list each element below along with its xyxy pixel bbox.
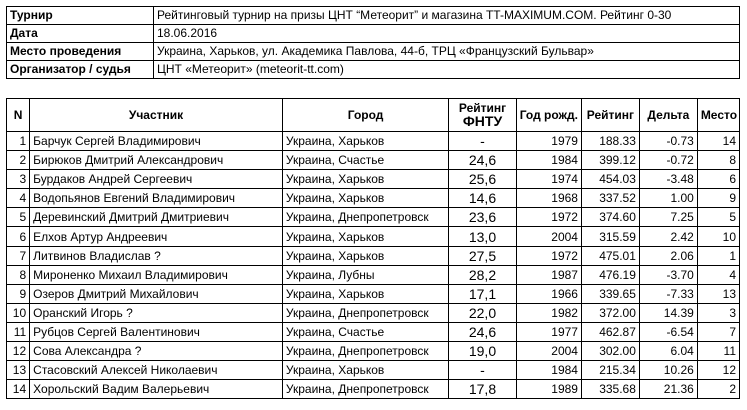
cell-rating: 335.68 bbox=[581, 380, 639, 399]
cell-fntu-rating: 22,0 bbox=[449, 303, 516, 322]
header-fntu-rating bbox=[449, 99, 516, 132]
cell-number: 3 bbox=[7, 170, 30, 189]
cell-rating: 337.52 bbox=[581, 189, 639, 208]
cell-participant: Барчук Сергей Владимирович bbox=[30, 132, 283, 151]
cell-delta: 7.25 bbox=[639, 208, 697, 227]
cell-participant: Водопьянов Евгений Владимирович bbox=[30, 189, 283, 208]
table-row bbox=[7, 246, 740, 265]
cell-rating: 374.60 bbox=[581, 208, 639, 227]
cell-birth-year: 1972 bbox=[516, 208, 581, 227]
cell-rating: 475.01 bbox=[581, 246, 639, 265]
cell-rating: 215.34 bbox=[581, 361, 639, 380]
cell-participant: Мироненко Михаил Владимирович bbox=[30, 265, 283, 284]
cell-number: 4 bbox=[7, 189, 30, 208]
cell-participant: Оранский Игорь ? bbox=[30, 303, 283, 322]
header-participant: Участник bbox=[30, 99, 283, 132]
cell-participant: Елхов Артур Андреевич bbox=[30, 227, 283, 246]
cell-participant: Литвинов Владислав ? bbox=[30, 246, 283, 265]
cell-birth-year: 2004 bbox=[516, 227, 581, 246]
cell-delta: -0.72 bbox=[639, 151, 697, 170]
cell-participant: Бурдаков Андрей Сергеевич bbox=[30, 170, 283, 189]
results-table bbox=[6, 98, 740, 399]
cell-fntu-rating: 24,6 bbox=[449, 322, 516, 341]
results-header-row bbox=[7, 99, 740, 132]
cell-birth-year: 1984 bbox=[516, 151, 581, 170]
cell-fntu-rating: 27,5 bbox=[449, 246, 516, 265]
cell-city: Украина, Харьков bbox=[282, 189, 448, 208]
cell-delta: 21.36 bbox=[639, 380, 697, 399]
info-value-tournament: Рейтинговый турнир на призы ЦНТ “Метеорит” и магазина TT-MAXIMUM.COM. Рейтинг 0-30 bbox=[154, 7, 740, 25]
cell-delta: 14.39 bbox=[639, 303, 697, 322]
table-row bbox=[7, 342, 740, 361]
cell-participant: Деревинский Дмитрий Дмитриевич bbox=[30, 208, 283, 227]
cell-birth-year: 2004 bbox=[516, 342, 581, 361]
info-row-tournament bbox=[7, 7, 740, 25]
cell-place: 5 bbox=[697, 208, 739, 227]
info-row-date bbox=[7, 25, 740, 43]
info-label-venue: Место проведения bbox=[7, 43, 154, 61]
cell-fntu-rating: 13,0 bbox=[449, 227, 516, 246]
cell-participant: Рубцов Сергей Валентинович bbox=[30, 322, 283, 341]
table-row bbox=[7, 132, 740, 151]
cell-place: 6 bbox=[697, 170, 739, 189]
info-value-date: 18.06.2016 bbox=[154, 25, 740, 43]
cell-fntu-rating: 24,6 bbox=[449, 151, 516, 170]
cell-rating: 188.33 bbox=[581, 132, 639, 151]
table-row bbox=[7, 361, 740, 380]
cell-city: Украина, Днепропетровск bbox=[282, 342, 448, 361]
header-fntu-line2: ФНТУ bbox=[462, 112, 503, 129]
cell-number: 12 bbox=[7, 342, 30, 361]
info-row-organizer bbox=[7, 61, 740, 79]
cell-delta: 2.06 bbox=[639, 246, 697, 265]
cell-delta: 2.42 bbox=[639, 227, 697, 246]
table-row bbox=[7, 303, 740, 322]
cell-place: 12 bbox=[697, 361, 739, 380]
cell-city: Украина, Харьков bbox=[282, 361, 448, 380]
cell-city: Украина, Счастье bbox=[282, 322, 448, 341]
cell-fntu-rating: 19,0 bbox=[449, 342, 516, 361]
cell-place: 4 bbox=[697, 265, 739, 284]
cell-fntu-rating: 17,1 bbox=[449, 284, 516, 303]
info-label-date: Дата bbox=[7, 25, 154, 43]
table-row bbox=[7, 208, 740, 227]
cell-participant: Бирюков Дмитрий Александрович bbox=[30, 151, 283, 170]
cell-city: Украина, Днепропетровск bbox=[282, 303, 448, 322]
header-birth-year: Год рожд. bbox=[516, 99, 581, 132]
table-row bbox=[7, 284, 740, 303]
cell-birth-year: 1968 bbox=[516, 189, 581, 208]
cell-city: Украина, Харьков bbox=[282, 227, 448, 246]
cell-delta: 1.00 bbox=[639, 189, 697, 208]
info-row-venue bbox=[7, 43, 740, 61]
cell-place: 8 bbox=[697, 151, 739, 170]
cell-rating: 315.59 bbox=[581, 227, 639, 246]
cell-fntu-rating: 28,2 bbox=[449, 265, 516, 284]
cell-place: 11 bbox=[697, 342, 739, 361]
cell-place: 13 bbox=[697, 284, 739, 303]
cell-participant: Стасовский Алексей Николаевич bbox=[30, 361, 283, 380]
cell-fntu-rating: - bbox=[449, 361, 516, 380]
info-label-organizer: Организатор / судья bbox=[7, 61, 154, 79]
cell-city: Украина, Днепропетровск bbox=[282, 380, 448, 399]
info-label-tournament: Турнир bbox=[7, 7, 154, 25]
cell-place: 3 bbox=[697, 303, 739, 322]
cell-birth-year: 1977 bbox=[516, 322, 581, 341]
cell-city: Украина, Лубны bbox=[282, 265, 448, 284]
cell-city: Украина, Харьков bbox=[282, 284, 448, 303]
cell-rating: 339.65 bbox=[581, 284, 639, 303]
cell-birth-year: 1972 bbox=[516, 246, 581, 265]
cell-delta: -7.33 bbox=[639, 284, 697, 303]
cell-delta: -3.48 bbox=[639, 170, 697, 189]
cell-birth-year: 1987 bbox=[516, 265, 581, 284]
cell-participant: Хорольский Вадим Валерьевич bbox=[30, 380, 283, 399]
table-row bbox=[7, 151, 740, 170]
cell-birth-year: 1984 bbox=[516, 361, 581, 380]
cell-number: 1 bbox=[7, 132, 30, 151]
table-row bbox=[7, 380, 740, 399]
cell-rating: 399.12 bbox=[581, 151, 639, 170]
cell-birth-year: 1966 bbox=[516, 284, 581, 303]
cell-place: 7 bbox=[697, 322, 739, 341]
info-value-venue: Украина, Харьков, ул. Академика Павлова, 44-б, ТРЦ «Французский Бульвар» bbox=[154, 43, 740, 61]
table-row bbox=[7, 322, 740, 341]
cell-place: 1 bbox=[697, 246, 739, 265]
header-delta: Дельта bbox=[639, 99, 697, 132]
header-rating: Рейтинг bbox=[581, 99, 639, 132]
cell-place: 10 bbox=[697, 227, 739, 246]
cell-number: 2 bbox=[7, 151, 30, 170]
header-place: Место bbox=[697, 99, 739, 132]
cell-delta: 10.26 bbox=[639, 361, 697, 380]
cell-participant: Сова Александра ? bbox=[30, 342, 283, 361]
cell-fntu-rating: 25,6 bbox=[449, 170, 516, 189]
cell-number: 10 bbox=[7, 303, 30, 322]
cell-birth-year: 1989 bbox=[516, 380, 581, 399]
table-row bbox=[7, 170, 740, 189]
cell-city: Украина, Харьков bbox=[282, 132, 448, 151]
cell-place: 14 bbox=[697, 132, 739, 151]
cell-city: Украина, Счастье bbox=[282, 151, 448, 170]
table-row bbox=[7, 265, 740, 284]
cell-rating: 454.03 bbox=[581, 170, 639, 189]
info-value-organizer: ЦНТ «Метеорит» (meteorit-tt.com) bbox=[154, 61, 740, 79]
header-number: N bbox=[7, 99, 30, 132]
cell-fntu-rating: 17,8 bbox=[449, 380, 516, 399]
cell-delta: 6.04 bbox=[639, 342, 697, 361]
cell-city: Украина, Днепропетровск bbox=[282, 208, 448, 227]
cell-number: 8 bbox=[7, 265, 30, 284]
table-row bbox=[7, 227, 740, 246]
cell-place: 2 bbox=[697, 380, 739, 399]
cell-fntu-rating: 14,6 bbox=[449, 189, 516, 208]
cell-delta: -6.54 bbox=[639, 322, 697, 341]
cell-fntu-rating: 23,6 bbox=[449, 208, 516, 227]
cell-birth-year: 1974 bbox=[516, 170, 581, 189]
header-fntu-line1: Рейтинг bbox=[458, 100, 507, 115]
cell-rating: 476.19 bbox=[581, 265, 639, 284]
tournament-info-table bbox=[6, 6, 740, 79]
cell-city: Украина, Харьков bbox=[282, 246, 448, 265]
cell-rating: 302.00 bbox=[581, 342, 639, 361]
cell-place: 9 bbox=[697, 189, 739, 208]
cell-participant: Озеров Дмитрий Михайлович bbox=[30, 284, 283, 303]
cell-city: Украина, Харьков bbox=[282, 170, 448, 189]
cell-number: 11 bbox=[7, 322, 30, 341]
cell-fntu-rating: - bbox=[449, 132, 516, 151]
cell-number: 5 bbox=[7, 208, 30, 227]
cell-number: 14 bbox=[7, 380, 30, 399]
table-row bbox=[7, 189, 740, 208]
cell-rating: 372.00 bbox=[581, 303, 639, 322]
cell-number: 6 bbox=[7, 227, 30, 246]
results-body bbox=[7, 132, 740, 399]
cell-number: 7 bbox=[7, 246, 30, 265]
cell-delta: -3.70 bbox=[639, 265, 697, 284]
cell-number: 13 bbox=[7, 361, 30, 380]
cell-birth-year: 1982 bbox=[516, 303, 581, 322]
cell-number: 9 bbox=[7, 284, 30, 303]
cell-birth-year: 1979 bbox=[516, 132, 581, 151]
cell-rating: 462.87 bbox=[581, 322, 639, 341]
header-city: Город bbox=[282, 99, 448, 132]
cell-delta: -0.73 bbox=[639, 132, 697, 151]
